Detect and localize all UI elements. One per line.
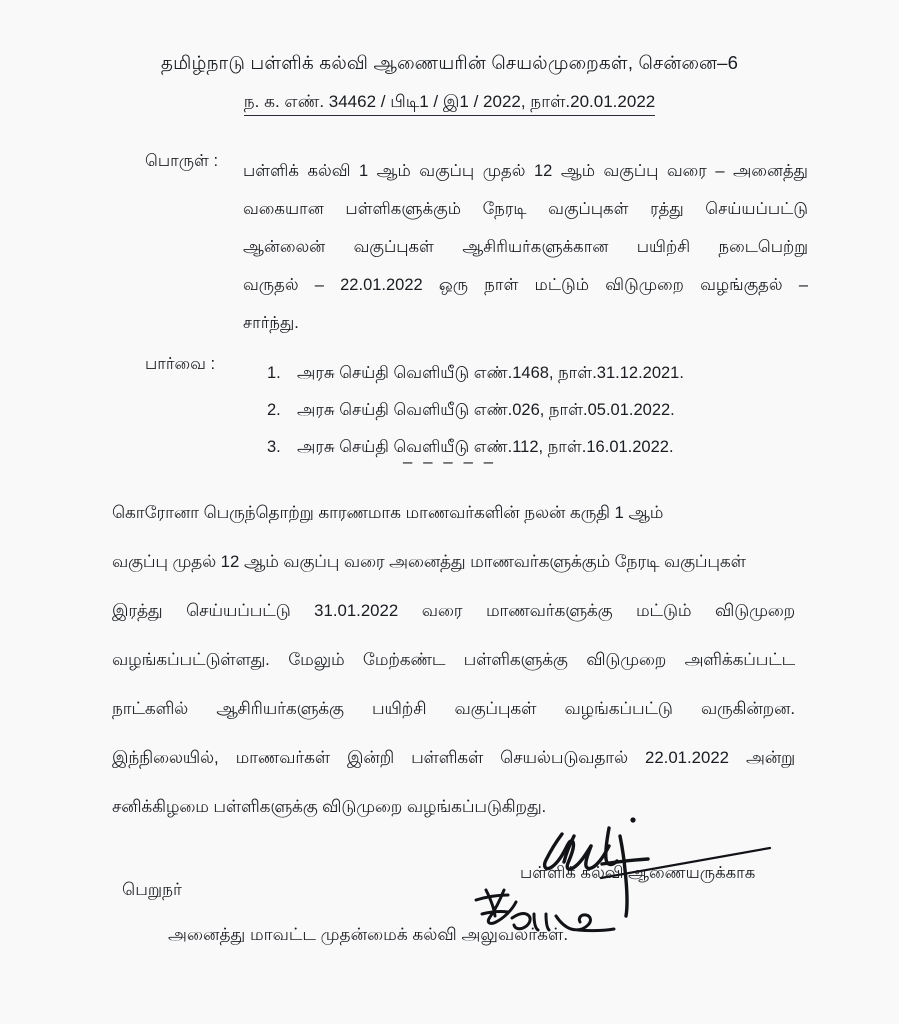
reference-text: அரசு செய்தி வெளியீடு எண்.026, நாள்.05.01.2022.	[297, 401, 675, 419]
subject-line: பள்ளிக் கல்வி 1 ஆம் வகுப்பு முதல் 12 ஆம் வகுப்பு வரை – அனைத்து	[243, 162, 808, 180]
page-title: தமிழ்நாடு பள்ளிக் கல்வி ஆணையரின் செயல்முறைகள், சென்னை–6	[160, 52, 739, 73]
document-header	[0, 52, 899, 116]
reference-number-line: ந. க. எண். 34462 / பிடி1 / இ1 / 2022, நாள்.20.01.2022	[244, 92, 655, 116]
signature-caption: பள்ளிக் கல்வி ஆணையருக்காக	[520, 864, 756, 882]
subject-line: வகையான பள்ளிகளுக்கும் நேரடி வகுப்புகள் ரத்து செய்யப்பட்டு	[243, 200, 808, 218]
body-line: வகுப்பு முதல் 12 ஆம் வகுப்பு வரை அனைத்து மாணவர்களுக்கும் நேரடி வகுப்புகள்	[112, 552, 746, 571]
body-line: கொரோனா பெருந்தொற்று காரணமாக மாணவர்களின் நலன் கருதி 1 ஆம்	[112, 503, 664, 522]
recipient-label: பெறுநர்	[122, 880, 182, 899]
subject-line: வருதல் – 22.01.2022 ஒரு நாள் மட்டும் விடுமுறை வழங்குதல் –	[243, 276, 808, 294]
reference-number: 1.	[267, 364, 281, 382]
subject-label: பொருள் :	[145, 152, 219, 170]
body-line: நாட்களில் ஆசிரியர்களுக்கு பயிற்சி வகுப்புகள் வழங்கப்பட்டு வருகின்றன.	[112, 699, 795, 718]
body-line: வழங்கப்பட்டுள்ளது. மேலும் மேற்கண்ட பள்ளிகளுக்கு விடுமுறை அளிக்கப்பட்ட	[112, 650, 795, 669]
subject-block	[145, 152, 808, 342]
list-item	[267, 392, 808, 429]
references-label: பார்வை :	[145, 355, 216, 373]
section-separator: – – – – –	[402, 452, 497, 471]
body-line: சனிக்கிழமை பள்ளிகளுக்கு விடுமுறை வழங்கப்படுகிறது.	[112, 797, 547, 816]
reference-text: அரசு செய்தி வெளியீடு எண்.112, நாள்.16.01.2022.	[297, 438, 674, 456]
body-line: இரத்து செய்யப்பட்டு 31.01.2022 வரை மாணவர்களுக்கு மட்டும் விடுமுறை	[112, 601, 795, 620]
subject-line: ஆன்லைன் வகுப்புகள் ஆசிரியர்களுக்கான பயிற்சி நடைபெற்று	[243, 238, 808, 256]
reference-number: 3.	[267, 438, 281, 456]
body-line: இந்நிலையில், மாணவர்கள் இன்றி பள்ளிகள் செயல்படுவதால் 22.01.2022 அன்று	[112, 748, 795, 767]
list-item	[267, 355, 808, 392]
body-text	[112, 488, 795, 831]
subject-text	[243, 152, 808, 342]
reference-text: அரசு செய்தி வெளியீடு எண்.1468, நாள்.31.12.2021.	[297, 364, 684, 382]
subject-line: சார்ந்து.	[243, 314, 299, 332]
recipient-value: அனைத்து மாவட்ட முதன்மைக் கல்வி அலுவலர்கள்.	[168, 925, 569, 944]
references-block	[145, 355, 808, 466]
reference-number: 2.	[267, 401, 281, 419]
references-list	[267, 355, 808, 466]
